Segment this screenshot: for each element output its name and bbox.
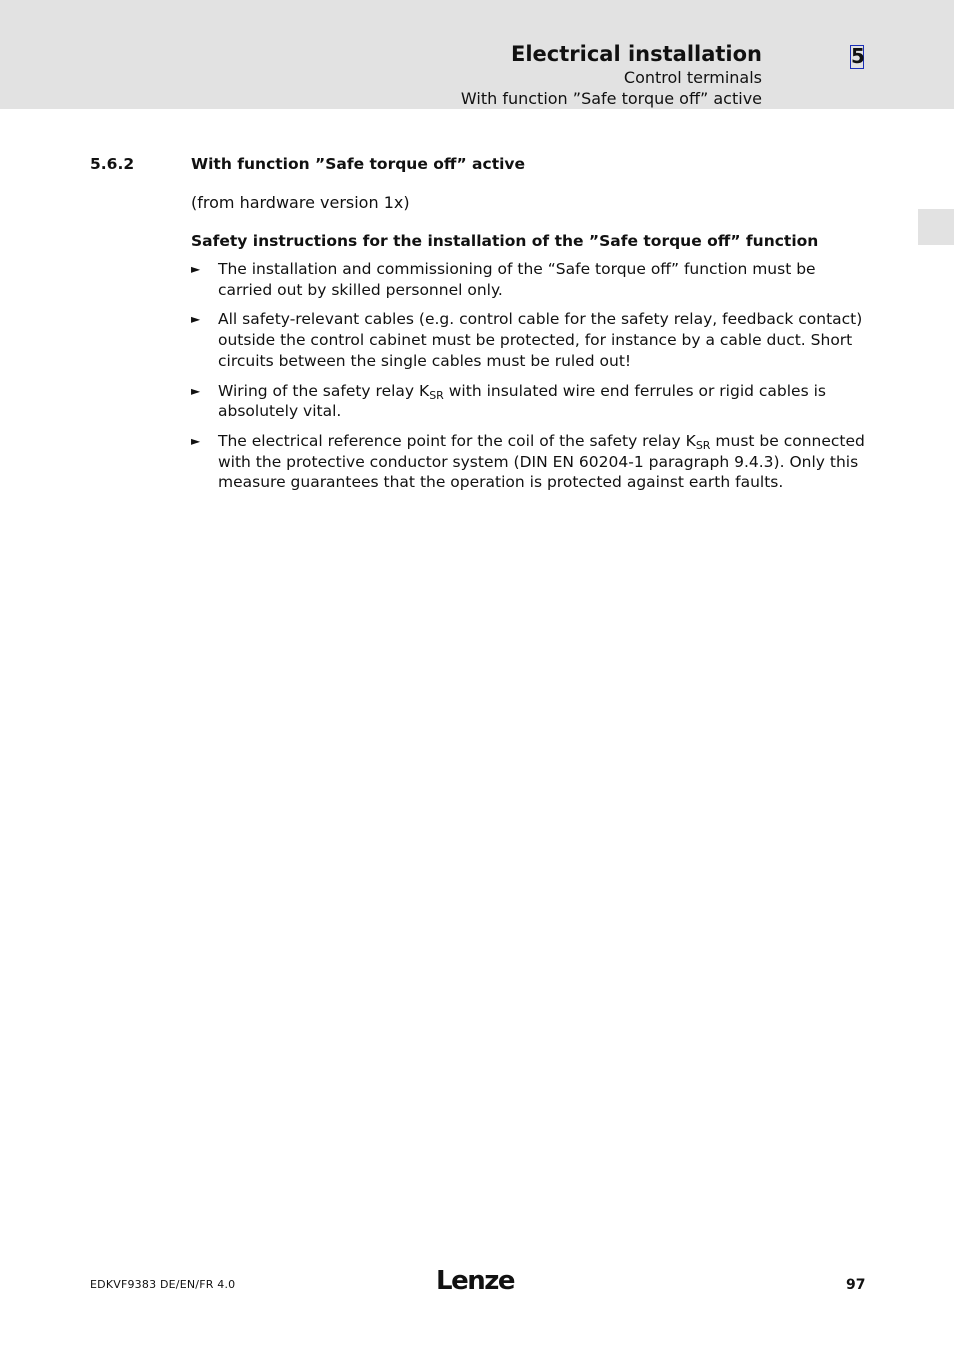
subscript-sr: SR — [429, 388, 444, 402]
section-title: With function ”Safe torque off” active — [191, 155, 526, 173]
subscript-sr: SR — [695, 438, 711, 452]
bullet-text-line — [218, 431, 865, 452]
list-item — [191, 381, 861, 422]
footer-document-id: EDKVF9383 DE/EN/FR 4.0 — [90, 1278, 236, 1291]
lenze-logo — [436, 1264, 516, 1294]
bullet-arrow-icon: ► — [191, 383, 201, 398]
safety-instructions-list — [191, 259, 865, 502]
bullet-text-line: The installation and commissioning of the “Safe torque off” function must be — [218, 260, 816, 278]
chapter-number-badge[interactable]: 5 — [851, 44, 865, 68]
bullet-arrow-icon: ► — [191, 433, 201, 448]
hardware-version-note: (from hardware version 1x) — [191, 193, 410, 212]
header-subtitle-2: With function ”Safe torque off” active — [460, 89, 762, 108]
safety-instructions-heading: Safety instructions for the installation of the ”Safe torque off” function — [191, 232, 819, 250]
section-number: 5.6.2 — [90, 155, 135, 173]
page-number: 97 — [846, 1277, 866, 1293]
bullet-text-line: absolutely vital. — [218, 402, 342, 421]
bullet-text-line: with the protective conductor system (DIN EN 60204-1 paragraph 9.4.3). Only this — [218, 452, 859, 471]
list-item — [191, 259, 861, 300]
bullet-text-line: circuits between the single cables must be ruled out! — [218, 351, 632, 370]
bullet-text-line: measure guarantees that the operation is protected against earth faults. — [218, 473, 784, 492]
bullet-text-line: carried out by skilled personnel only. — [218, 280, 503, 299]
bullet-text-part: must be connected — [710, 431, 865, 450]
header-subtitle-1: Control terminals — [623, 68, 762, 87]
bullet-text-part: with insulated wire end ferrules or rigid cables is — [443, 381, 826, 400]
side-thumb-tab — [918, 209, 954, 245]
bullet-text-line: outside the control cabinet must be protected, for instance by a cable duct. Short — [218, 331, 853, 350]
bullet-text-part: The electrical reference point for the coil of the safety relay K — [218, 431, 696, 450]
bullet-arrow-icon: ► — [191, 312, 201, 327]
bullet-text-part: Wiring of the safety relay K — [218, 381, 430, 400]
bullet-arrow-icon: ► — [191, 262, 201, 276]
header-title: Electrical installation — [511, 42, 762, 66]
bullet-text-line — [218, 381, 861, 402]
list-item — [191, 431, 865, 493]
list-item — [191, 309, 861, 371]
bullet-text-line: All safety-relevant cables (e.g. control cable for the safety relay, feedback contact) — [218, 310, 863, 329]
lenze-logo-text: Lenze — [436, 1266, 514, 1294]
